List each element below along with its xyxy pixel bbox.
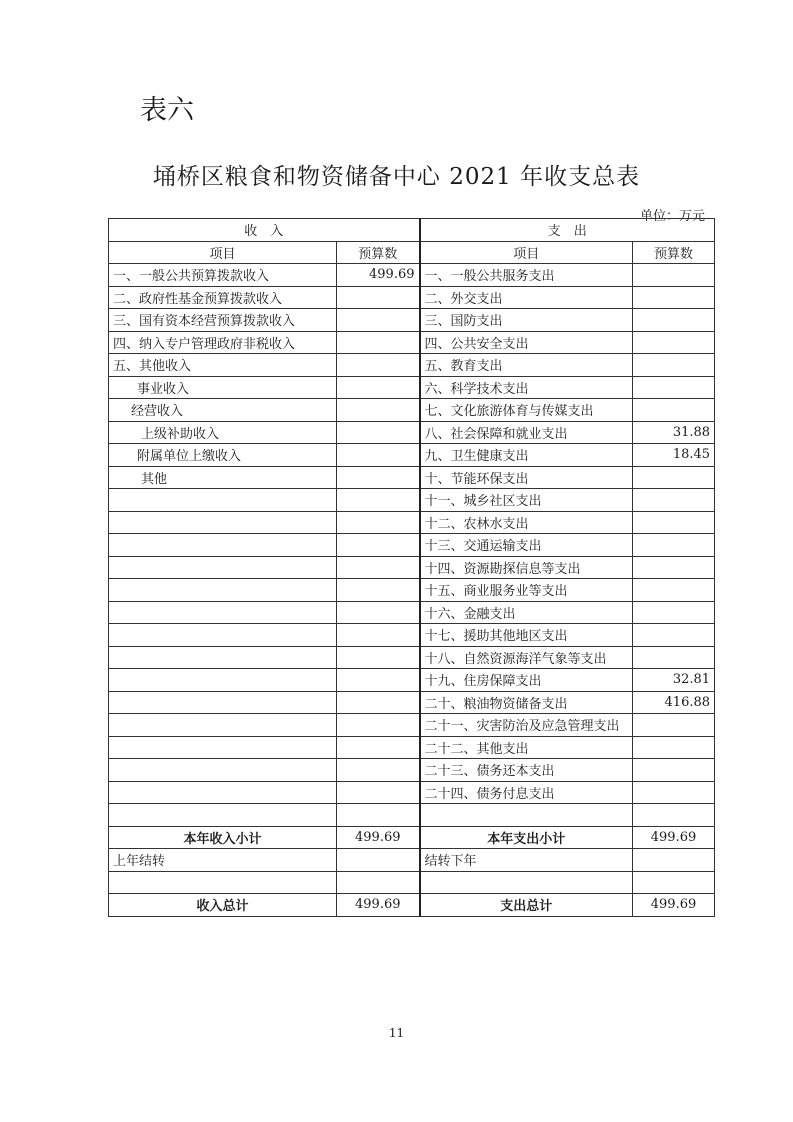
expense-item-cell: 二、外交支出	[420, 286, 633, 309]
income-total-label: 收入总计	[109, 894, 337, 917]
page-title: 埇桥区粮食和物资储备中心 2021 年收支总表	[152, 164, 641, 190]
section-header-row	[109, 219, 715, 242]
income-value-cell	[337, 354, 420, 377]
income-item-cell	[109, 511, 337, 534]
income-item-cell	[109, 759, 337, 782]
expense-value-cell	[633, 309, 715, 332]
income-budget-header: 预算数	[337, 241, 420, 264]
table-row	[109, 331, 715, 354]
income-item-cell	[109, 691, 337, 714]
income-item-cell	[109, 624, 337, 647]
expense-item-cell: 四、公共安全支出	[420, 331, 633, 354]
income-value-cell	[337, 691, 420, 714]
income-section-header: 收 入	[109, 219, 420, 242]
expense-subtotal-value: 499.69	[633, 826, 715, 849]
expense-item-cell: 十三、交通运输支出	[420, 534, 633, 557]
income-value-cell	[337, 286, 420, 309]
expense-value-cell	[633, 781, 715, 804]
income-value-cell	[337, 669, 420, 692]
table-row	[109, 534, 715, 557]
expense-item-cell: 七、文化旅游体育与传媒支出	[420, 399, 633, 422]
table-row	[109, 421, 715, 444]
income-value-cell	[337, 466, 420, 489]
expense-item-cell: 十七、援助其他地区支出	[420, 624, 633, 647]
income-item-cell: 三、国有资本经营预算拨款收入	[109, 309, 337, 332]
expense-value-cell: 18.45	[633, 444, 715, 467]
table-row	[109, 511, 715, 534]
expense-item-cell: 十、节能环保支出	[420, 466, 633, 489]
table-row	[109, 376, 715, 399]
column-header-row	[109, 241, 715, 264]
total-row	[109, 894, 715, 917]
expense-budget-header: 预算数	[633, 241, 715, 264]
unit-label: 单位：万元	[640, 209, 706, 224]
income-value-cell	[337, 444, 420, 467]
expense-value-cell	[633, 354, 715, 377]
table-row	[109, 489, 715, 512]
expense-item-cell: 六、科学技术支出	[420, 376, 633, 399]
expense-value-cell	[633, 556, 715, 579]
expense-value-cell: 31.88	[633, 421, 715, 444]
income-value-cell	[337, 556, 420, 579]
expense-item-cell: 二十、粮油物资储备支出	[420, 691, 633, 714]
income-item-cell	[109, 669, 337, 692]
income-value-cell	[337, 736, 420, 759]
expense-item-cell: 十八、自然资源海洋气象等支出	[420, 646, 633, 669]
income-item-cell: 其他	[109, 466, 337, 489]
expense-item-cell: 十六、金融支出	[420, 601, 633, 624]
carryover-row	[109, 849, 715, 872]
expense-item-cell: 十一、城乡社区支出	[420, 489, 633, 512]
expense-item-cell: 九、卫生健康支出	[420, 444, 633, 467]
table-row	[109, 444, 715, 467]
table-row	[109, 714, 715, 737]
income-item-cell: 附属单位上缴收入	[109, 444, 337, 467]
expense-total-value: 499.69	[633, 894, 715, 917]
blank-row	[109, 804, 715, 827]
expense-value-cell	[633, 264, 715, 287]
table-row	[109, 781, 715, 804]
income-item-cell	[109, 601, 337, 624]
income-item-cell	[109, 556, 337, 579]
income-value-cell	[337, 376, 420, 399]
expense-item-cell: 五、教育支出	[420, 354, 633, 377]
expense-value-cell	[633, 624, 715, 647]
table-row	[109, 691, 715, 714]
table-row	[109, 399, 715, 422]
expense-value-cell	[633, 489, 715, 512]
income-value-cell	[337, 601, 420, 624]
expense-item-cell: 十九、住房保障支出	[420, 669, 633, 692]
income-item-cell: 经营收入	[109, 399, 337, 422]
income-item-cell	[109, 534, 337, 557]
table-row	[109, 624, 715, 647]
income-value-cell	[337, 534, 420, 557]
expense-item-cell: 十二、农林水支出	[420, 511, 633, 534]
income-item-cell	[109, 736, 337, 759]
expense-section-header: 支 出	[420, 219, 715, 242]
income-item-cell: 五、其他收入	[109, 354, 337, 377]
expense-value-cell	[633, 579, 715, 602]
table-row	[109, 736, 715, 759]
income-value-cell	[337, 399, 420, 422]
income-subtotal-value: 499.69	[337, 826, 420, 849]
income-item-cell	[109, 646, 337, 669]
expense-item-cell: 十四、资源勘探信息等支出	[420, 556, 633, 579]
income-item-cell: 事业收入	[109, 376, 337, 399]
income-value-cell	[337, 624, 420, 647]
expense-item-header: 项目	[420, 241, 633, 264]
income-total-value: 499.69	[337, 894, 420, 917]
income-item-cell	[109, 489, 337, 512]
income-expense-table	[108, 218, 715, 917]
income-item-cell: 一、一般公共预算拨款收入	[109, 264, 337, 287]
carry-out-value	[633, 849, 715, 872]
income-value-cell	[337, 511, 420, 534]
income-item-header: 项目	[109, 241, 337, 264]
income-value-cell	[337, 759, 420, 782]
table-row	[109, 286, 715, 309]
expense-value-cell	[633, 714, 715, 737]
expense-total-label: 支出总计	[420, 894, 633, 917]
expense-subtotal-label: 本年支出小计	[420, 826, 633, 849]
expense-value-cell	[633, 331, 715, 354]
expense-value-cell: 32.81	[633, 669, 715, 692]
table-row	[109, 669, 715, 692]
table-row	[109, 601, 715, 624]
income-value-cell	[337, 646, 420, 669]
income-value-cell	[337, 714, 420, 737]
subtotal-row	[109, 826, 715, 849]
expense-value-cell	[633, 534, 715, 557]
carry-out-label: 结转下年	[420, 849, 633, 872]
income-item-cell	[109, 781, 337, 804]
income-value-cell	[337, 309, 420, 332]
income-value-cell	[337, 421, 420, 444]
income-value-cell: 499.69	[337, 264, 420, 287]
table-row	[109, 354, 715, 377]
income-item-cell	[109, 714, 337, 737]
income-subtotal-label: 本年收入小计	[109, 826, 337, 849]
income-item-cell: 四、纳入专户管理政府非税收入	[109, 331, 337, 354]
blank-row	[109, 871, 715, 894]
income-item-cell	[109, 579, 337, 602]
table-row	[109, 759, 715, 782]
income-value-cell	[337, 579, 420, 602]
expense-item-cell: 八、社会保障和就业支出	[420, 421, 633, 444]
table-number-label: 表六	[140, 95, 194, 126]
expense-value-cell	[633, 759, 715, 782]
carry-in-label: 上年结转	[109, 849, 337, 872]
income-value-cell	[337, 781, 420, 804]
expense-item-cell: 三、国防支出	[420, 309, 633, 332]
table-row	[109, 579, 715, 602]
income-value-cell	[337, 331, 420, 354]
income-value-cell	[337, 489, 420, 512]
income-item-cell: 二、政府性基金预算拨款收入	[109, 286, 337, 309]
expense-item-cell: 二十三、债务还本支出	[420, 759, 633, 782]
expense-value-cell	[633, 736, 715, 759]
expense-value-cell	[633, 511, 715, 534]
expense-value-cell	[633, 466, 715, 489]
page-number: 11	[388, 1026, 405, 1040]
expense-value-cell	[633, 399, 715, 422]
income-item-cell: 上级补助收入	[109, 421, 337, 444]
expense-value-cell	[633, 376, 715, 399]
table-row	[109, 309, 715, 332]
carry-in-value	[337, 849, 420, 872]
table-row	[109, 466, 715, 489]
expense-item-cell: 二十二、其他支出	[420, 736, 633, 759]
expense-item-cell: 二十一、灾害防治及应急管理支出	[420, 714, 633, 737]
table-row	[109, 264, 715, 287]
expense-item-cell: 二十四、债务付息支出	[420, 781, 633, 804]
expense-item-cell: 十五、商业服务业等支出	[420, 579, 633, 602]
expense-value-cell	[633, 286, 715, 309]
expense-value-cell	[633, 646, 715, 669]
expense-value-cell: 416.88	[633, 691, 715, 714]
expense-value-cell	[633, 601, 715, 624]
table-row	[109, 646, 715, 669]
expense-item-cell: 一、一般公共服务支出	[420, 264, 633, 287]
table-row	[109, 556, 715, 579]
